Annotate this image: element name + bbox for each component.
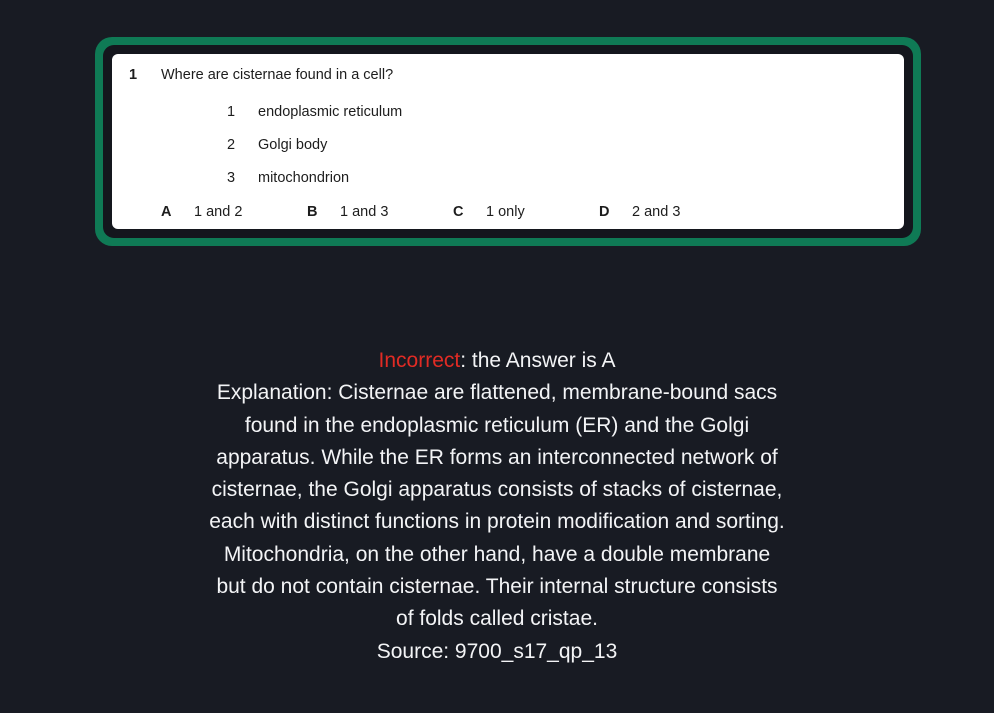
item-number: 2 [227,137,236,153]
question-item-2 [129,137,884,154]
answer-options [161,204,884,221]
question-item-1 [129,104,884,121]
answer-option-a[interactable] [161,204,307,221]
result-answer: : the Answer is A [460,349,616,372]
option-letter: B [307,204,318,220]
item-text: Golgi body [258,137,328,153]
option-label: 2 and 3 [632,204,681,220]
option-letter: A [161,204,172,220]
result-status: Incorrect [378,349,461,372]
question-card [112,54,904,229]
question-text: Where are cisternae found in a cell? [161,67,394,83]
option-letter: C [453,204,464,220]
question-card-ring [103,45,913,238]
item-text: mitochondrion [258,170,350,186]
question-item-3 [129,170,884,187]
item-number: 3 [227,170,236,186]
answer-option-b[interactable] [307,204,453,221]
option-label: 1 and 2 [194,204,243,220]
option-label: 1 and 3 [340,204,389,220]
answer-option-c[interactable] [453,204,599,221]
item-text: endoplasmic reticulum [258,104,403,120]
source-text: Source: 9700_s17_qp_13 [376,639,618,663]
feedback-block [0,345,994,668]
option-letter: D [599,204,610,220]
explanation-text: Explanation: Cisternae are flattened, membrane-bound sacs found in the endoplasmic reticulum (ER) and the Golgi apparatus. While the ER forms an interconnected network of cisternae, the Golgi apparatus consists of stacks of cisternae, each with distinct functions in protein modification and sorting. Mitochondria, on the other hand, have a double membrane but do not contain cisternae. Their internal structure consists of folds called cristae. [209,381,785,631]
question-card-border [95,37,921,246]
answer-option-d[interactable] [599,204,745,221]
item-number: 1 [227,104,236,120]
question-row [129,67,884,84]
feedback-inner [207,345,787,668]
question-number: 1 [129,67,138,83]
option-label: 1 only [486,204,525,220]
result-line [207,345,787,377]
question-items [129,104,884,187]
